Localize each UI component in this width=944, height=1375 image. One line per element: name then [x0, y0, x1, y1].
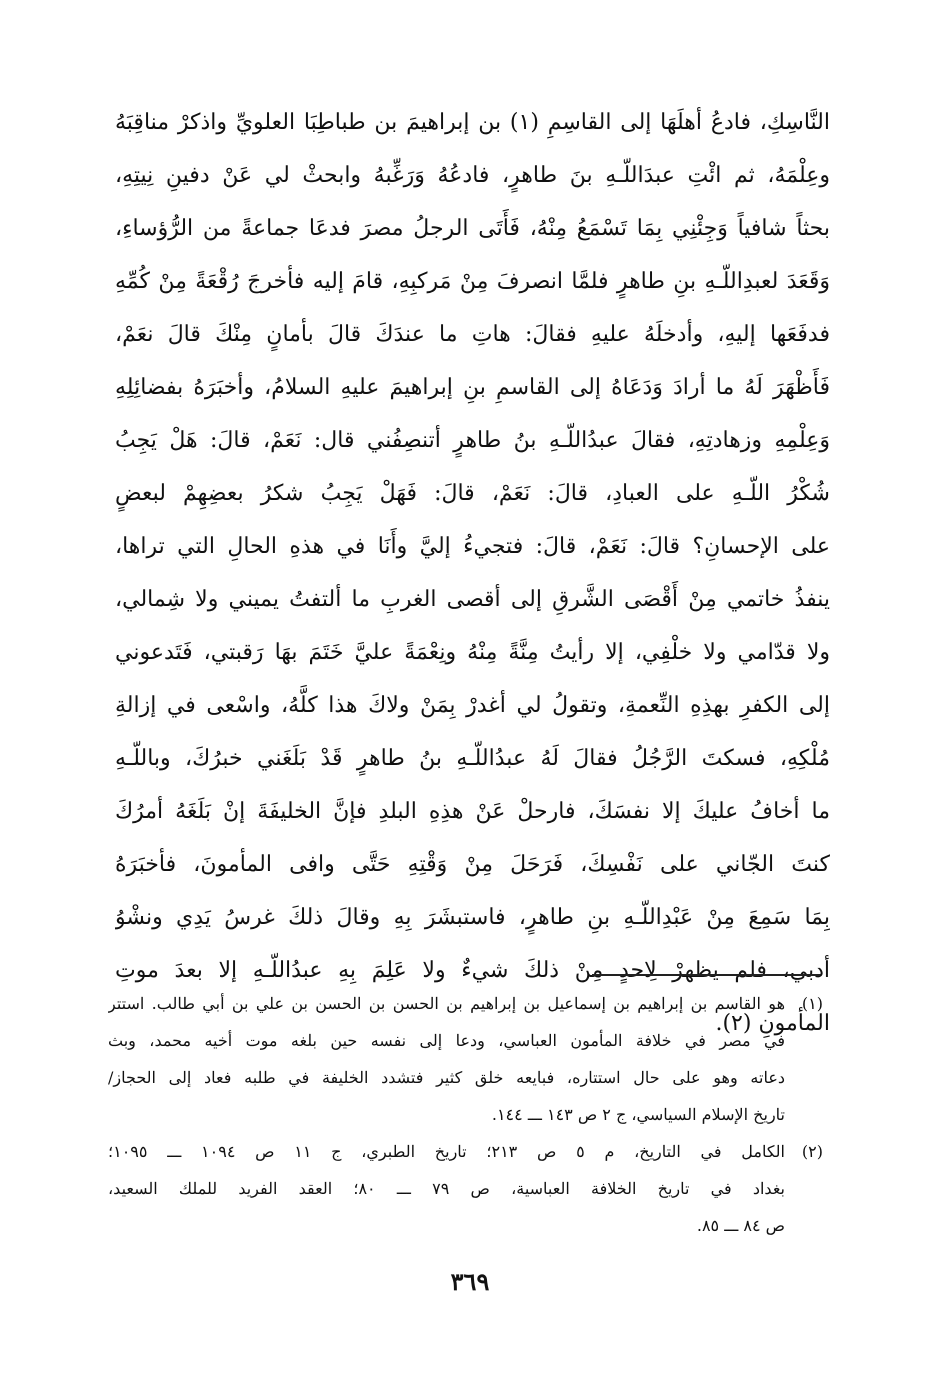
text-line: فدفَعَها إليهِ، وأدخلَهُ عليهِ فقالَ: هاتِ ما عندَكَ قالَ بأمانٍ مِنْكَ قالَ نعَمْ،	[115, 322, 830, 347]
footnote-1-line: في مصر في خلافة المأمون العباسي، ودعا إلى نفسه حين بلغه موت أخيه محمد، وبث	[108, 1031, 785, 1050]
text-line: بحثاً شافياً وَجِئْنِي بِمَا تَسْمَعُ مِنْهُ، فَأَتَى الرجلُ مصرَ فدعَا جماعةً من الرُّؤساءِ،	[115, 216, 830, 241]
footnote-2-line	[108, 1133, 823, 1170]
text-line: شُكْرُ اللّـهِ على العبادِ، قالَ: نَعَمْ، قالَ: فَهَلْ يَجِبُ شكرُ بعضِهِمْ لبعضٍ	[115, 481, 830, 506]
footnote-2-number: (٢)	[801, 1142, 823, 1161]
text-line: وَقَعَدَ لعبدِاللّـهِ بنِ طاهرٍ فلمَّا انصرفَ مِنْ مَركبِهِ، قامَ إليه فأخرجَ رُقْعَةً مِنْ كُمِّهِ	[115, 269, 830, 294]
footnotes-block	[108, 985, 823, 1244]
text-line-final: المأمونِ (٢).	[715, 1011, 830, 1036]
text-line: مُلْكِهِ، فسكتَ الرَّجُلُ فقالَ لَهُ عبدُاللّـهِ بنُ طاهرٍ قَدْ بَلَغَني خبرُكَ، وباللّـهِ	[115, 746, 830, 771]
text-line: بِمَا سَمِعَ مِنْ عَبْدِاللّـهِ بنِ طاهرٍ، فاستبشَرَ بِهِ وقالَ ذلكَ غرسُ يَدِي ونشْوُ	[115, 905, 830, 930]
page-number: ٣٦٩	[450, 1267, 490, 1296]
text-line: وعِلْمَهُ، ثم ائْتِ عبدَاللّـهِ بنَ طاهرٍ، فادعُهُ وَرَغِّبهُ وابحثْ لي عَنْ دفينِ نِيتِهِ،	[115, 163, 830, 188]
text-line: فَأَظْهَرَ لَهُ ما أرادَ وَدَعَاهُ إلى القاسمِ بنِ إبراهيمَ عليهِ السلامُ، وأخبَرَهُ بفضائِلِهِ	[115, 375, 830, 400]
text-line: أدبي، فلم يظهرْ لِاحدٍ مِنْ ذلكَ شيءٌ ولا عَلِمَ بِهِ عبدُاللّـهِ إلا بعدَ موتِ	[115, 958, 830, 983]
text-line: ما أخافُ عليكَ إلا نفسَكَ، فارحلْ عَنْ هذِهِ البلدِ فإنَّ الخليفَةَ إنْ بَلَغَهُ أمرُكَ	[115, 799, 830, 824]
footnote-2-line: بغداد في تاريخ الخلافة العباسية، ص ٧٩ ـــ ٨٠؛ العقد الفريد للملك السعيد،	[108, 1179, 785, 1198]
text-line: وَعِلْمِهِ وزهادتِهِ، فقالَ عبدُاللّـهِ بنُ طاهرٍ أتنصِفُني قال: نَعَمْ، قالَ: هَلْ يَجِبُ	[115, 428, 830, 453]
footnote-1-number: (١)	[801, 994, 823, 1013]
footnote-2-line: ص ٨٤ ـــ ٨٥.	[696, 1216, 785, 1235]
text-line: كنتَ الجّاني على نَفْسِكَ، فَرَحَلَ مِنْ وَقْتِهِ حَتَّى وافى المأمونَ، فأخبَرَهُ	[115, 852, 830, 877]
text-line: إلى الكفرِ بهذِهِ النِّعمةِ، وتقولُ لي أغدرْ بِمَنْ ولاكَ هذا كلَّهُ، واسْعى في إزالةِ	[115, 693, 830, 718]
footnote-1-line	[108, 985, 823, 1022]
text-line: على الإحسانِ؟ قالَ: نَعَمْ، قالَ: فتجيءُ إليَّ وأَنَا في هذهِ الحالِ التي تراها،	[115, 534, 830, 559]
text-line: ولا قدّامي ولا خلْفِي، إلا رأيتُ مِنَّةً مِنْهُ ونِعْمَةً عليَّ خَتَمَ بهَا رَقبتي، فَتَدعوني	[115, 640, 830, 665]
text-line: ينفذُ خاتمي مِنْ أَقْصَى الشَّرقِ إلى أقصى الغربِ ما ألتفتُ يميني ولا شِمالي،	[115, 587, 830, 612]
footnote-1-text: هو القاسم بن إبراهيم بن إسماعيل بن إبراهيم بن الحسن بن الحسن بن علي بن أبي طالب. استتر	[108, 994, 786, 1013]
text-line: النَّاسِكِ، فادعُ أهلَهَا إلى القاسِمِ (١) بن إبراهيمَ بن طباطِبَا العلويِّ واذكرْ مناقِبَهُ	[115, 110, 830, 135]
footnote-1-line: تاريخ الإسلام السياسي، ج ٢ ص ١٤٣ ـــ ١٤٤.	[491, 1105, 785, 1124]
footnote-1-line: دعاته وهو على حال استتاره، فبايعه خلق كثير فتشدد الخليفة في طلبه فعاد إلى الحجاز/	[108, 1068, 785, 1087]
footnote-2-text: الكامل في التاريخ، م ٥ ص ٢١٣؛ تاريخ الطبري، ج ١١ ص ١٠٩٤ ـــ ١٠٩٥؛	[108, 1142, 786, 1161]
main-text-block	[115, 96, 830, 1050]
footnote-separator	[592, 974, 820, 976]
